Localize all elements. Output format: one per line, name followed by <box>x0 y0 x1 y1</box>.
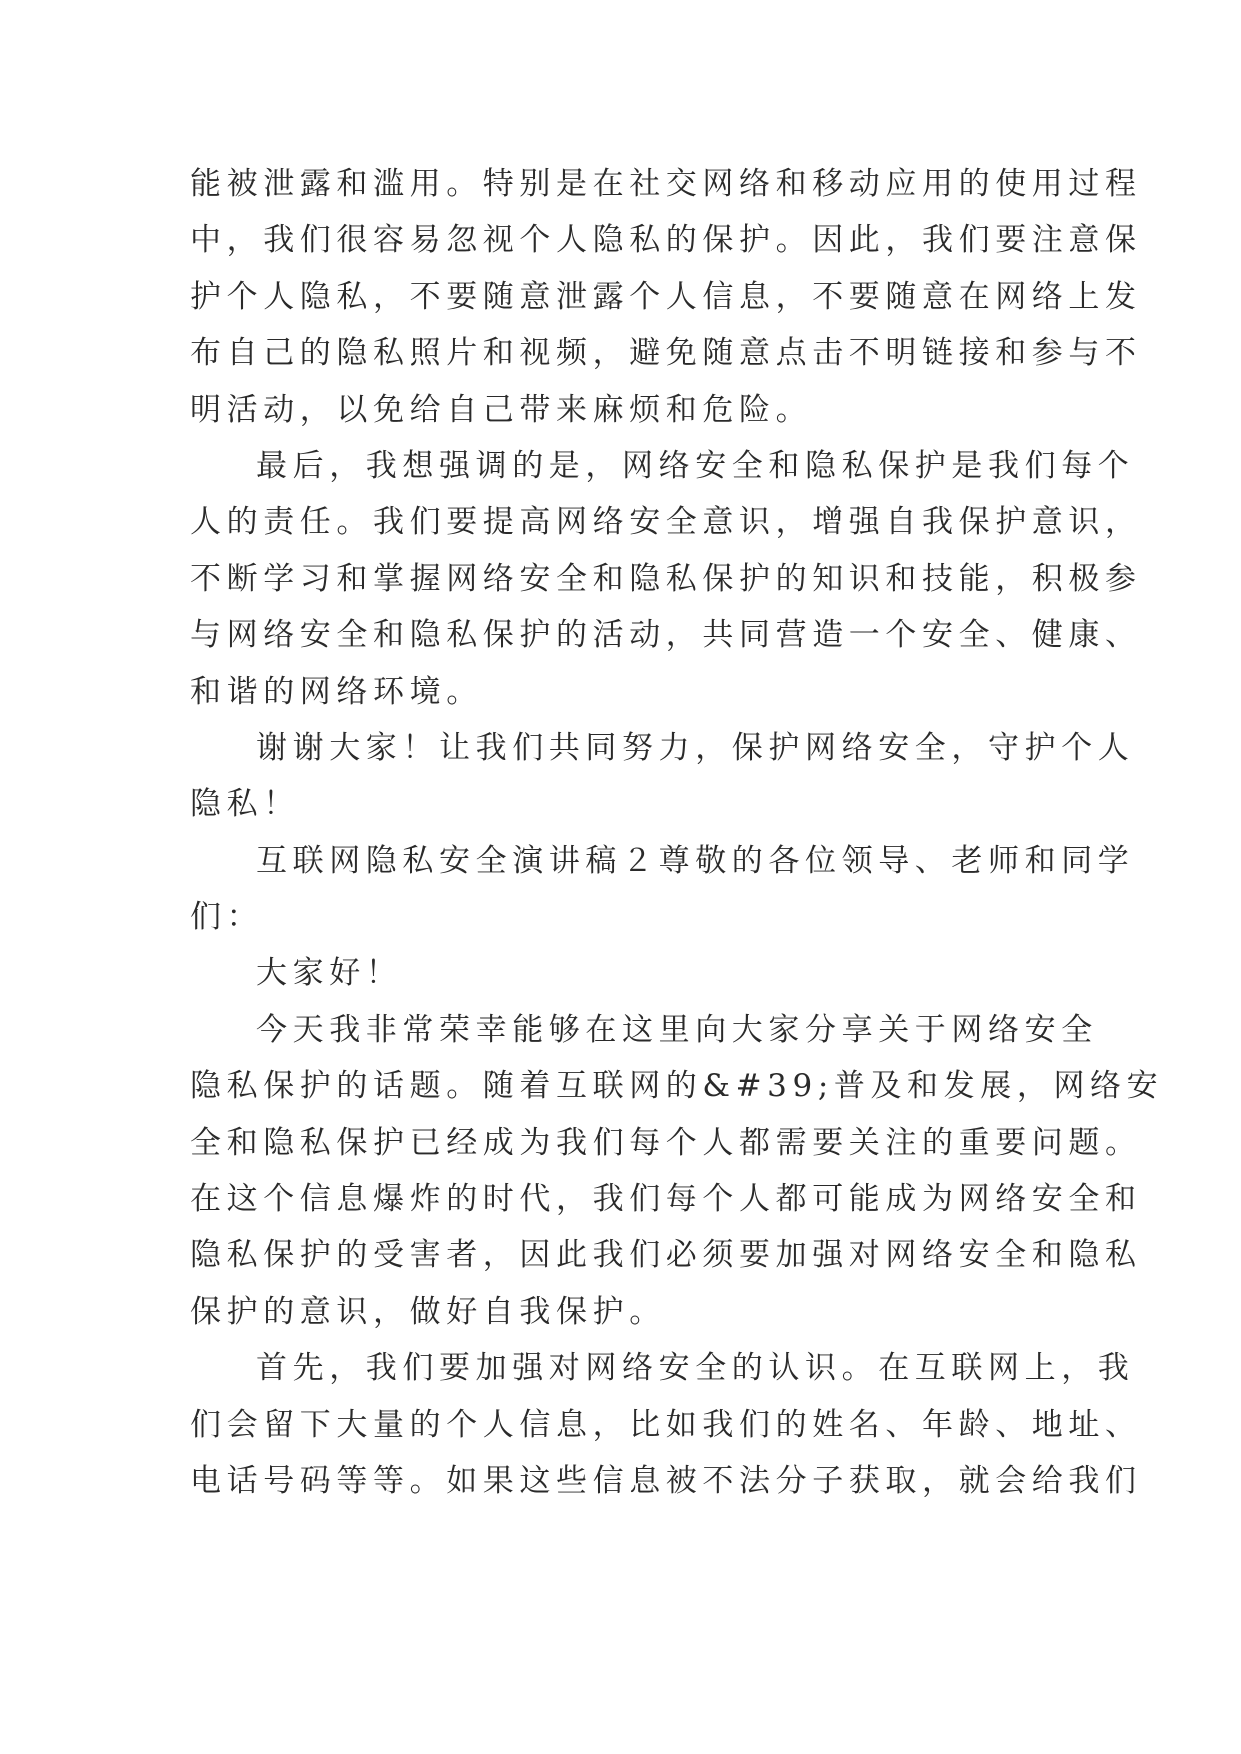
text-line: 大家好！ <box>256 955 403 992</box>
text-line: 布自己的隐私照片和视频，避免随意点击不明链接和参与不 <box>190 335 1142 372</box>
text-line: 保护的意识，做好自我保护。 <box>190 1293 666 1330</box>
text-line: 谢谢大家！让我们共同努力，保护网络安全，守护个人 <box>256 729 1135 766</box>
text-line: 隐私保护的话题。随着互联网的&#39;普及和发展，网络安 <box>190 1068 1164 1105</box>
text-line: 能被泄露和滥用。特别是在社交网络和移动应用的使用过程 <box>190 166 1142 202</box>
text-line: 人的责任。我们要提高网络安全意识，增强自我保护意识， <box>190 504 1142 541</box>
text-line: 首先，我们要加强对网络安全的认识。在互联网上，我 <box>256 1350 1135 1387</box>
text-line: 明活动，以免给自己带来麻烦和危险。 <box>190 391 813 428</box>
text-line: 护个人隐私，不要随意泄露个人信息，不要随意在网络上发 <box>190 278 1142 315</box>
text-line: 们会留下大量的个人信息，比如我们的姓名、年龄、地址、 <box>190 1406 1142 1443</box>
text-line: 隐私保护的受害者，因此我们必须要加强对网络安全和隐私 <box>190 1237 1142 1274</box>
text-line: 和谐的网络环境。 <box>190 673 483 710</box>
text-line: 全和隐私保护已经成为我们每个人都需要关注的重要问题。 <box>190 1124 1142 1161</box>
text-line: 与网络安全和隐私保护的活动，共同营造一个安全、健康、 <box>190 617 1142 654</box>
text-line: 在这个信息爆炸的时代，我们每个人都可能成为网络安全和 <box>190 1181 1142 1218</box>
text-line: 不断学习和掌握网络安全和隐私保护的知识和技能，积极参 <box>190 560 1142 597</box>
text-line: 最后，我想强调的是，网络安全和隐私保护是我们每个 <box>256 447 1135 484</box>
text-line: 中，我们很容易忽视个人隐私的保护。因此，我们要注意保 <box>190 222 1142 259</box>
text-line: 电话号码等等。如果这些信息被不法分子获取，就会给我们 <box>190 1462 1142 1499</box>
text-line: 们： <box>190 899 264 936</box>
text-line: 今天我非常荣幸能够在这里向大家分享关于网络安全 <box>256 1011 1098 1048</box>
text-line: 互联网隐私安全演讲稿２尊敬的各位领导、老师和同学 <box>256 842 1135 879</box>
text-line: 隐私！ <box>190 786 300 823</box>
document-body <box>190 156 1164 1509</box>
